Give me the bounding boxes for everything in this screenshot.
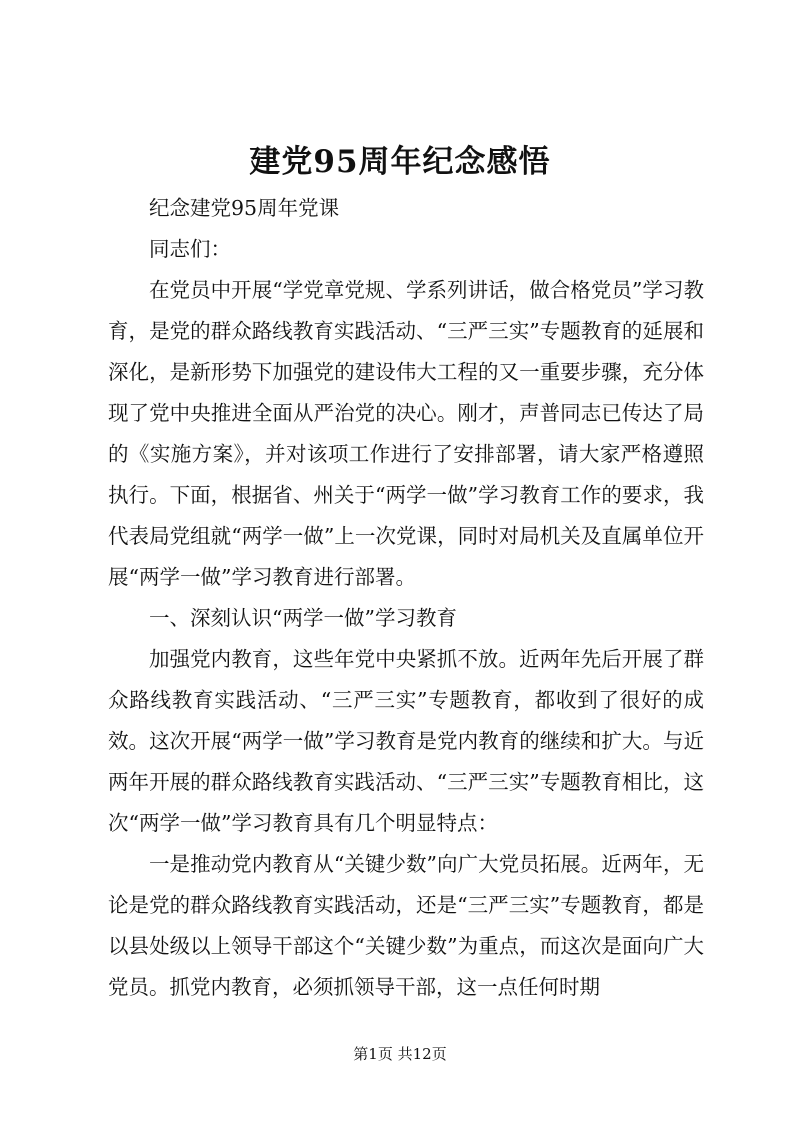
document-body <box>108 188 704 1008</box>
document-title: 建党95周年纪念感悟 <box>249 144 551 180</box>
salutation-paragraph: 同志们： <box>149 237 231 261</box>
body-paragraph: 一是推动党内教育从“关键少数”向广大党员拓展。近两年，无论是党的群众路线教育实践活动，还是“三严三实”专题教育，都是以县处级以上领导干部这个“关键少数”为重点，而这次是面向广大党员。抓党内教育，必须抓领导干部，这一点任何时期 <box>108 852 704 999</box>
subtitle-paragraph: 纪念建党95周年党课 <box>149 196 340 220</box>
section-heading: 一、深刻认识“两学一做”学习教育 <box>149 606 457 630</box>
body-paragraph: 加强党内教育，这些年党中央紧抓不放。近两年先后开展了群众路线教育实践活动、“三严三实”专题教育，都收到了很好的成效。这次开展“两学一做”学习教育是党内教育的继续和扩大。与近两年开展的群众路线教育实践活动、“三严三实”专题教育相比，这次“两学一做”学习教育具有几个明显特点： <box>108 647 704 835</box>
body-paragraph: 在党员中开展“学党章党规、学系列讲话，做合格党员”学习教育，是党的群众路线教育实践活动、“三严三实”专题教育的延展和深化，是新形势下加强党的建设伟大工程的又一重要步骤，充分体现了党中央推进全面从严治党的决心。刚才，声普同志已传达了局的《实施方案》，并对该项工作进行了安排部署，请大家严格遵照执行。下面，根据省、州关于“两学一做”学习教育工作的要求，我代表局党组就“两学一做”上一次党课，同时对局机关及直属单位开展“两学一做”学习教育进行部署。 <box>108 278 704 589</box>
page-number-footer: 第1页 共12页 <box>353 1045 447 1063</box>
